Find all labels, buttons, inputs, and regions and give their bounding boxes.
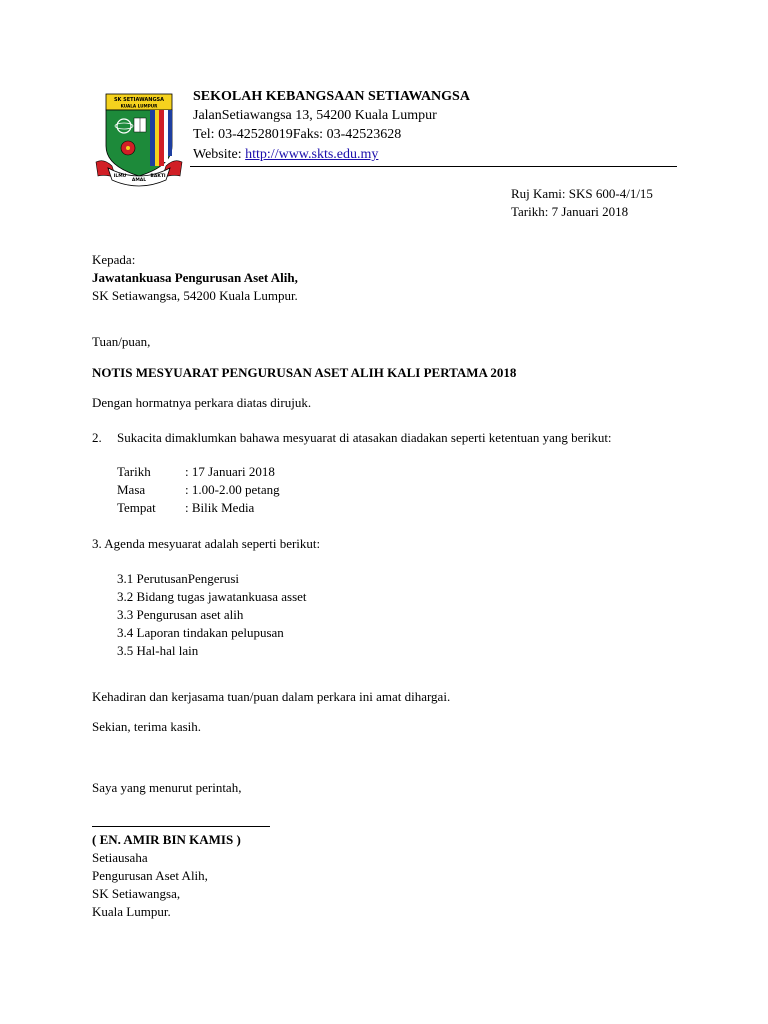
crest-banner-text-1: SK SETIAWANGSA <box>113 97 165 103</box>
closing-thanks: Sekian, terima kasih. <box>92 719 202 734</box>
paragraph-2-number: 2. <box>92 430 102 445</box>
agenda-item: 3.3 Pengurusan aset alih <box>117 607 244 622</box>
signatory-city: Kuala Lumpur. <box>92 904 171 919</box>
paragraph-2-text: Sukacita dimaklumkan bahawa mesyuarat di atasakan diadakan seperti ketentuan yang berikut: <box>117 430 612 445</box>
paragraph-1: Dengan hormatnya perkara diatas dirujuk. <box>92 395 312 410</box>
school-website-line <box>193 146 378 164</box>
agenda-item: 3.1 PerutusanPengerusi <box>117 571 240 586</box>
schedule-place-label: Tempat <box>117 500 156 515</box>
agenda-item: 3.5 Hal-hal lain <box>117 643 199 658</box>
agenda-item: 3.4 Laporan tindakan pelupusan <box>117 625 284 640</box>
crest-banner-text-2: KUALA LUMPUR <box>120 103 158 109</box>
closing-appreciation: Kehadiran dan kerjasama tuan/puan dalam perkara ini amat dihargai. <box>92 689 451 704</box>
schedule-time-value: : 1.00-2.00 petang <box>185 482 280 497</box>
school-name: SEKOLAH KEBANGSAAN SETIAWANGSA <box>193 89 470 104</box>
signatory-title: Setiausaha <box>92 850 148 865</box>
salutation: Tuan/puan, <box>92 334 151 349</box>
crest-motto-center: AMAL <box>131 178 147 183</box>
recipient-name: Jawatankuasa Pengurusan Aset Alih, <box>92 270 298 285</box>
header-divider <box>190 166 677 167</box>
signatory-school: SK Setiawangsa, <box>92 886 181 901</box>
crest-motto-left: ILMU <box>113 174 127 179</box>
agenda-item: 3.2 Bidang tugas jawatankuasa asset <box>117 589 307 604</box>
recipient-address: SK Setiawangsa, 54200 Kuala Lumpur. <box>92 288 298 303</box>
schedule-date-label: Tarikh <box>117 464 151 479</box>
website-label: Website: <box>193 147 246 162</box>
schedule-place-value: : Bilik Media <box>185 500 255 515</box>
schedule-time-label: Masa <box>117 482 146 497</box>
website-link[interactable]: http://www.skts.edu.my <box>245 147 379 162</box>
letter-date: Tarikh: 7 Januari 2018 <box>511 204 629 219</box>
signatory-committee: Pengurusan Aset Alih, <box>92 868 208 883</box>
signature-line <box>92 826 270 827</box>
school-crest-logo <box>94 88 184 188</box>
to-label: Kepada: <box>92 252 136 267</box>
reference-number: Ruj Kami: SKS 600-4/1/15 <box>511 186 653 201</box>
agenda-intro: 3. Agenda mesyuarat adalah seperti berikut: <box>92 536 321 551</box>
crest-motto-right: BAKTI <box>150 174 166 179</box>
schedule-date-value: : 17 Januari 2018 <box>185 464 275 479</box>
subject-heading: NOTIS MESYUARAT PENGURUSAN ASET ALIH KALI PERTAMA 2018 <box>92 365 517 380</box>
signatory-name: ( EN. AMIR BIN KAMIS ) <box>92 832 241 847</box>
school-phone-fax: Tel: 03-42528019Faks: 03-42523628 <box>193 127 402 142</box>
school-address: JalanSetiawangsa 13, 54200 Kuala Lumpur <box>193 108 437 123</box>
signature-intro: Saya yang menurut perintah, <box>92 780 242 795</box>
